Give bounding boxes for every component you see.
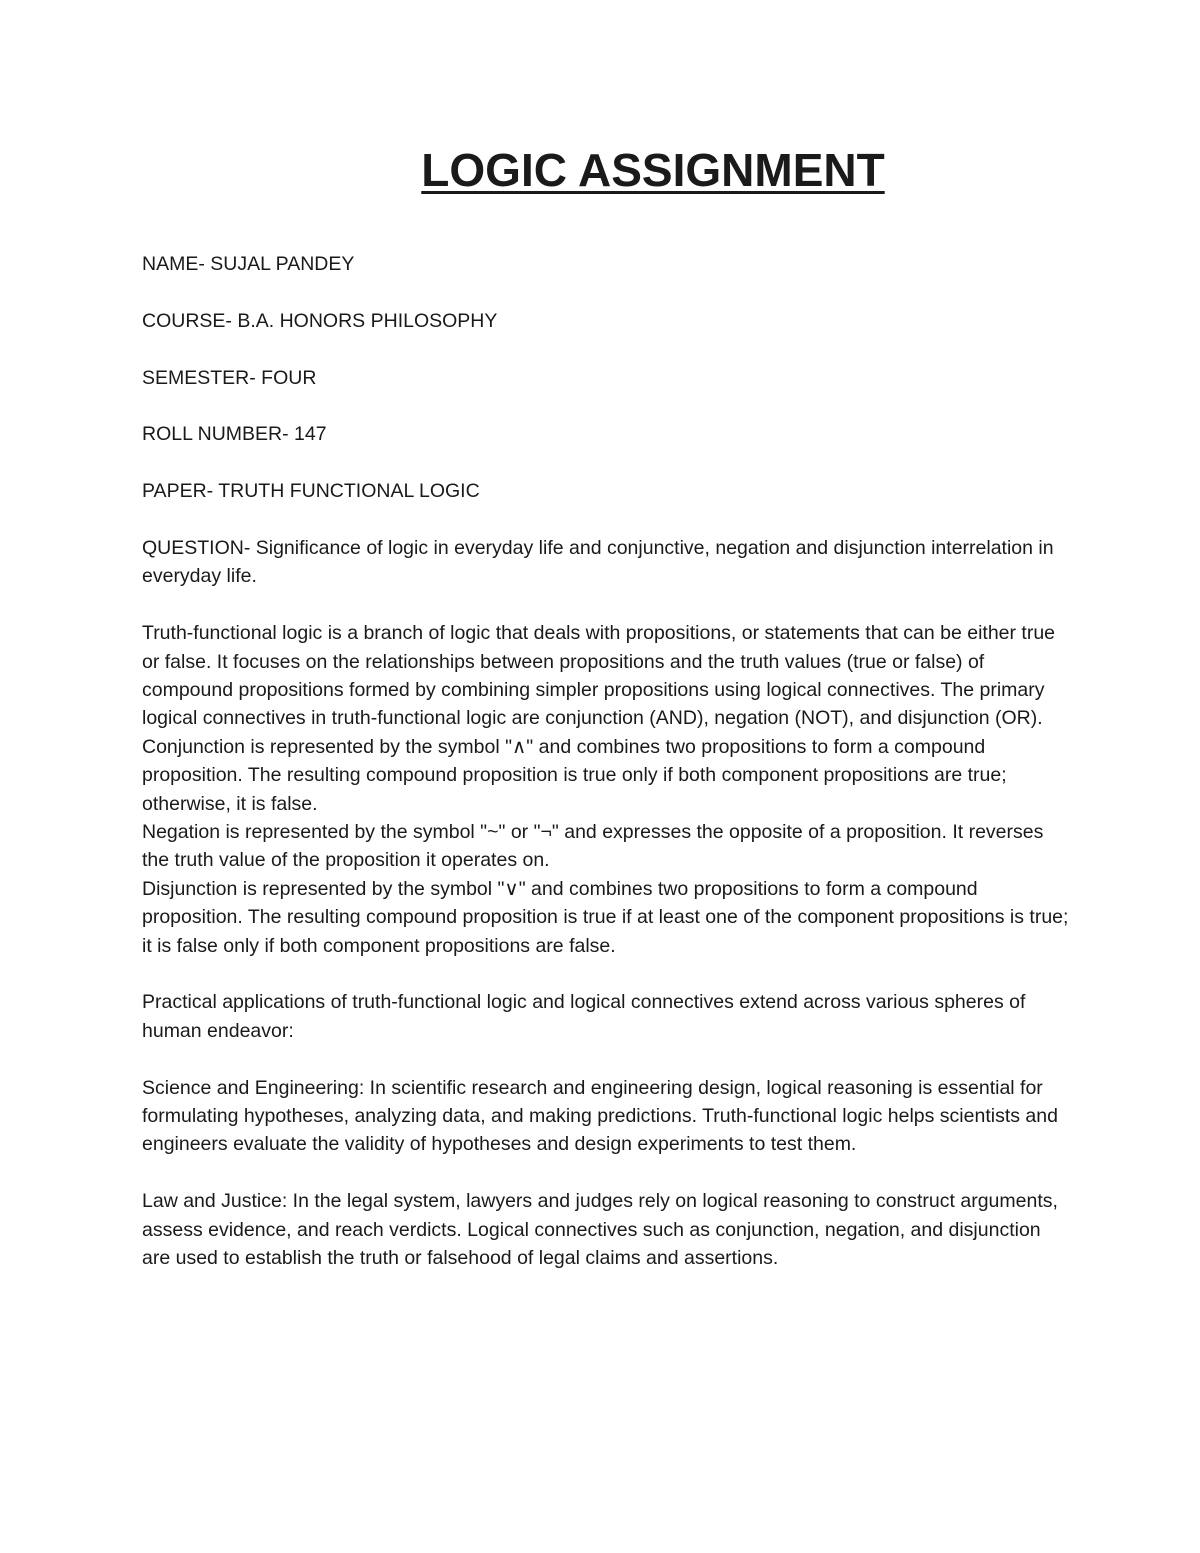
paragraph-intro: Truth-functional logic is a branch of logic that deals with propositions, or statements that can be either true or false. It focuses on the relationships between propositions and the truth values (true or false) of compound propositions formed by combining simpler propositions using logical connectives. The primary logical connectives in truth-functional logic are conjunction (AND), negation (NOT), and disjunction (OR). — [142, 622, 1056, 730]
semester: SEMESTER- FOUR — [142, 366, 317, 389]
paragraph-law: Law and Justice: In the legal system, lawyers and judges rely on logical reasoning to construct arguments, assess evidence, and reach verdicts. Logical connectives such as conjunction, negation, and disjunction are used to establish the truth or falsehood of legal claims and assertions. — [142, 1190, 1058, 1270]
paragraph-spacer — [142, 960, 1072, 988]
paragraph-disjunction: Disjunction is represented by the symbol "∨" and combines two propositions to form a compound proposition. The resulting compound proposition is true if at least one of the component propositions is true; it is false only if both component propositions are false. — [142, 877, 1069, 957]
paragraph-negation: Negation is represented by the symbol "~" or "¬" and expresses the opposite of a proposition. It reverses the truth value of the proposition it operates on. — [142, 821, 1044, 872]
roll-number: ROLL NUMBER- 147 — [142, 423, 327, 446]
question: QUESTION- Significance of logic in everyday life and conjunctive, negation and disjunction interrelation in everyday life. — [142, 536, 1054, 588]
student-details — [142, 250, 1072, 506]
paragraph-applications: Practical applications of truth-functional logic and logical connectives extend across various spheres of human endeavor: — [142, 991, 1026, 1042]
paper: PAPER- TRUTH FUNCTIONAL LOGIC — [142, 480, 480, 503]
paragraph-spacer — [142, 1045, 1072, 1073]
course: COURSE- B.A. HONORS PHILOSOPHY — [142, 309, 498, 332]
paragraph-spacer — [142, 1159, 1072, 1187]
student-name: NAME- SUJAL PANDEY — [142, 253, 355, 275]
paragraph-conjunction: Conjunction is represented by the symbol "∧" and combines two propositions to form a compound proposition. The resulting compound proposition is true only if both component propositions are true; otherwise, it is false. — [142, 735, 1007, 815]
paragraph-science: Science and Engineering: In scientific research and engineering design, logical reasoning is essential for formulating hypotheses, analyzing data, and making predictions. Truth-functional logic helps scientists and engineers evaluate the validity of hypotheses and design experiments to test them. — [142, 1076, 1058, 1156]
document-title: LOGIC ASSIGNMENT — [421, 144, 885, 196]
document-body — [142, 250, 1072, 1272]
paragraph-spacer — [142, 591, 1072, 619]
